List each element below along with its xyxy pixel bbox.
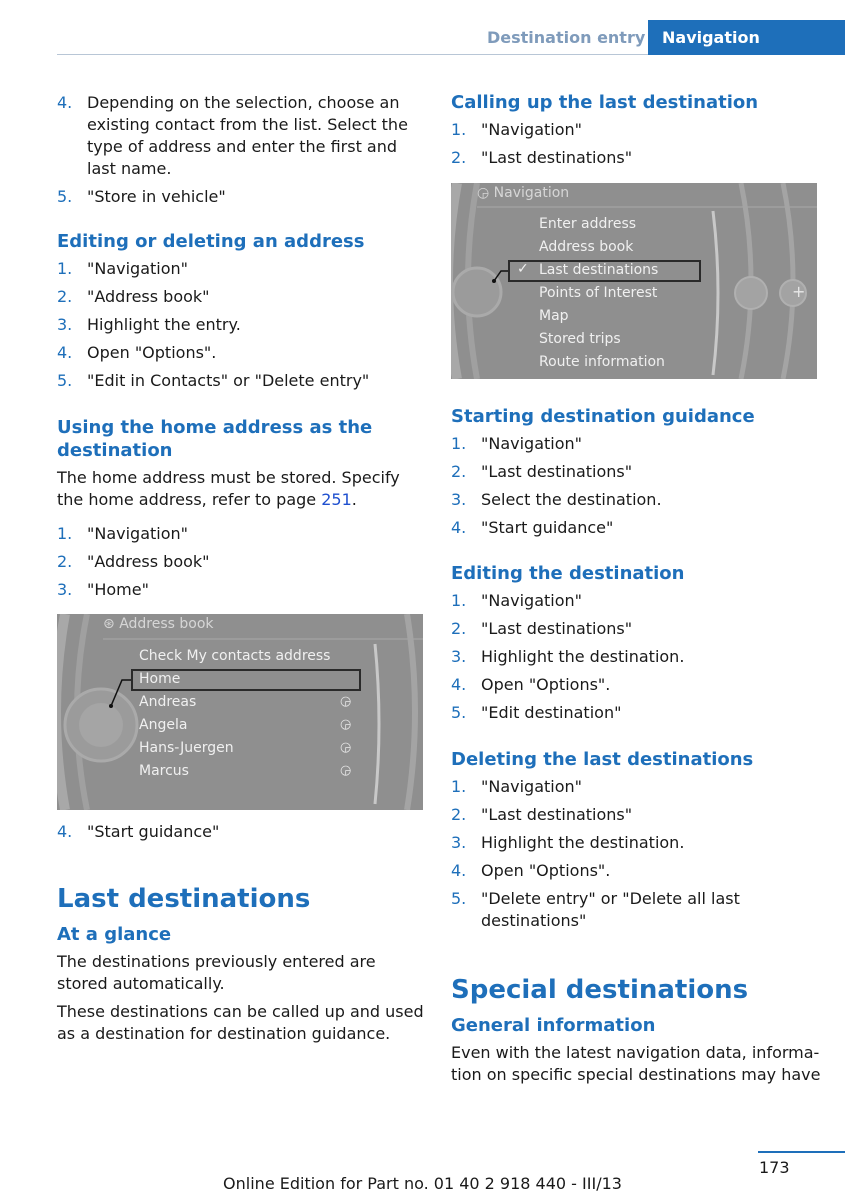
paragraph: Even with the latest navigation data, information on specific special destinations may have bbox=[451, 1043, 821, 1084]
step-item bbox=[57, 579, 429, 601]
heading: Editing the destination bbox=[451, 563, 685, 584]
screen-title: Navigation bbox=[493, 185, 570, 201]
step-list bbox=[57, 92, 429, 208]
step-item bbox=[57, 92, 429, 180]
header-section: Destination entry bbox=[487, 28, 646, 47]
step-text: "Delete entry" or "Delete all last destinations" bbox=[481, 889, 740, 930]
step-item bbox=[451, 674, 823, 696]
step-number: 3. bbox=[451, 490, 467, 509]
section-title: Special destinations bbox=[451, 975, 749, 1005]
step-text: Select the destination. bbox=[481, 490, 662, 509]
step-text: Highlight the destination. bbox=[481, 647, 685, 666]
navigation-menu-screenshot bbox=[451, 183, 817, 379]
paragraph: The destinations previously entered are stored automatically. bbox=[57, 952, 376, 993]
navigation-icon: ◶ bbox=[477, 185, 490, 201]
footer-edition: Online Edition for Part no. 01 40 2 918 440 - III/13 bbox=[223, 1174, 622, 1193]
plus-icon: + bbox=[792, 282, 806, 301]
step-item bbox=[57, 314, 429, 336]
step-number: 4. bbox=[451, 675, 467, 694]
step-item bbox=[451, 646, 823, 668]
step-item bbox=[451, 517, 823, 539]
step-number: 4. bbox=[57, 93, 73, 112]
step-number: 4. bbox=[451, 861, 467, 880]
step-item bbox=[451, 702, 823, 724]
step-item bbox=[451, 590, 823, 612]
menu-item[interactable]: Stored trips bbox=[539, 331, 621, 347]
section-special-destinations bbox=[451, 974, 823, 1092]
step-item bbox=[451, 461, 823, 483]
left-steps-a bbox=[57, 92, 429, 214]
heading: Deleting the last destinations bbox=[451, 749, 754, 770]
step-item bbox=[451, 618, 823, 640]
step-text: "Last destinations" bbox=[481, 462, 633, 481]
menu-item[interactable]: Points of Interest bbox=[539, 285, 658, 301]
header-chapter: Navigation bbox=[648, 20, 845, 55]
step-list bbox=[57, 258, 429, 392]
step-number: 2. bbox=[57, 552, 73, 571]
paragraph: These destinations can be called up and used as a destination for destination guidance. bbox=[57, 1002, 424, 1043]
address-book-screenshot bbox=[57, 614, 423, 810]
step-text: "Last destinations" bbox=[481, 148, 633, 167]
contact-item[interactable]: Marcus bbox=[139, 763, 189, 779]
step-number: 5. bbox=[57, 371, 73, 390]
step-text: Open "Options". bbox=[87, 343, 217, 362]
navigation-icon: ◶ bbox=[340, 763, 352, 778]
section-start-guidance bbox=[451, 405, 823, 545]
section-edit-destination bbox=[451, 562, 823, 730]
menu-item[interactable]: Check My contacts address bbox=[139, 648, 331, 664]
step-number: 2. bbox=[451, 462, 467, 481]
screen-title: Address book bbox=[119, 616, 214, 632]
step-number: 4. bbox=[451, 518, 467, 537]
address-book-icon: ⊛ bbox=[103, 616, 115, 632]
step-text: Highlight the destination. bbox=[481, 833, 685, 852]
step-item bbox=[57, 286, 429, 308]
menu-item[interactable]: Route information bbox=[539, 354, 665, 370]
step-text: Highlight the entry. bbox=[87, 315, 241, 334]
step-number: 1. bbox=[451, 777, 467, 796]
step-item bbox=[451, 489, 823, 511]
menu-item-selected[interactable]: Home bbox=[139, 671, 181, 687]
step-list bbox=[57, 821, 429, 843]
step-number: 3. bbox=[451, 647, 467, 666]
step-text: "Navigation" bbox=[481, 434, 583, 453]
step-text: "Start guidance" bbox=[481, 518, 614, 537]
step-item bbox=[451, 147, 823, 169]
step-text: "Home" bbox=[87, 580, 149, 599]
menu-item[interactable]: Address book bbox=[539, 239, 634, 255]
text: The home address must be stored. Specify the home address, refer to page bbox=[57, 468, 400, 509]
navigation-icon: ◶ bbox=[340, 740, 352, 755]
step-text: Depending on the selection, choose an existing contact from the list. Select the type of address and enter the first and last name. bbox=[87, 93, 408, 178]
step-number: 4. bbox=[57, 822, 73, 841]
step-item bbox=[57, 370, 429, 392]
text: . bbox=[351, 490, 357, 509]
step-item bbox=[57, 523, 429, 545]
contact-item[interactable]: Hans-Juergen bbox=[139, 740, 234, 756]
step-list bbox=[57, 523, 429, 601]
step-number: 1. bbox=[451, 120, 467, 139]
step-text: "Address book" bbox=[87, 287, 210, 306]
step-number: 5. bbox=[451, 889, 467, 908]
step-text: "Navigation" bbox=[87, 259, 189, 278]
heading: General information bbox=[451, 1015, 656, 1036]
navigation-icon: ◶ bbox=[340, 717, 352, 732]
checkmark-icon: ✓ bbox=[517, 261, 529, 277]
heading: Calling up the last destination bbox=[451, 92, 759, 113]
step-text: Open "Options". bbox=[481, 861, 611, 880]
left-steps-b bbox=[57, 821, 429, 849]
step-text: "Last destinations" bbox=[481, 805, 633, 824]
step-text: "Last destinations" bbox=[481, 619, 633, 638]
heading: Editing or deleting an address bbox=[57, 231, 365, 252]
navigation-icon: ◶ bbox=[340, 694, 352, 709]
step-number: 2. bbox=[451, 148, 467, 167]
footer-divider bbox=[758, 1151, 845, 1153]
step-number: 1. bbox=[57, 524, 73, 543]
page-link[interactable]: 251 bbox=[321, 490, 352, 509]
paragraph bbox=[57, 467, 429, 511]
step-item bbox=[57, 258, 429, 280]
menu-item[interactable]: Enter address bbox=[539, 216, 637, 232]
step-text: "Store in vehicle" bbox=[87, 187, 226, 206]
step-item bbox=[451, 119, 823, 141]
section-calling-up bbox=[451, 91, 823, 175]
step-text: "Start guidance" bbox=[87, 822, 220, 841]
heading: At a glance bbox=[57, 924, 172, 945]
step-text: "Edit in Contacts" or "Delete entry" bbox=[87, 371, 370, 390]
heading: Using the home address as the destination bbox=[57, 417, 373, 461]
step-item bbox=[451, 776, 751, 798]
step-text: Open "Options". bbox=[481, 675, 611, 694]
section-edit-address bbox=[57, 230, 429, 398]
step-text: "Navigation" bbox=[481, 120, 583, 139]
step-number: 3. bbox=[57, 580, 73, 599]
section-delete-destinations bbox=[451, 748, 823, 938]
step-item bbox=[57, 342, 429, 364]
step-item bbox=[451, 888, 751, 932]
step-number: 4. bbox=[57, 343, 73, 362]
step-item bbox=[57, 186, 429, 208]
step-list bbox=[451, 776, 751, 932]
step-number: 1. bbox=[57, 259, 73, 278]
section-last-destinations bbox=[57, 883, 429, 1051]
step-item bbox=[451, 832, 751, 854]
step-text: "Navigation" bbox=[481, 591, 583, 610]
step-number: 2. bbox=[451, 805, 467, 824]
step-number: 5. bbox=[451, 703, 467, 722]
step-text: "Navigation" bbox=[87, 524, 189, 543]
step-number: 2. bbox=[451, 619, 467, 638]
step-list bbox=[451, 433, 823, 539]
step-number: 5. bbox=[57, 187, 73, 206]
section-home-address bbox=[57, 416, 429, 607]
step-number: 3. bbox=[451, 833, 467, 852]
contact-item[interactable]: Angela bbox=[139, 717, 188, 733]
step-item bbox=[57, 821, 429, 843]
step-item bbox=[57, 551, 429, 573]
step-text: "Address book" bbox=[87, 552, 210, 571]
step-text: "Edit destination" bbox=[481, 703, 622, 722]
step-number: 2. bbox=[57, 287, 73, 306]
step-number: 1. bbox=[451, 434, 467, 453]
menu-item-selected[interactable]: Last destinations bbox=[539, 262, 659, 278]
step-number: 3. bbox=[57, 315, 73, 334]
section-title: Last destinations bbox=[57, 884, 311, 914]
menu-item[interactable]: Map bbox=[539, 308, 569, 324]
step-item bbox=[451, 860, 751, 882]
step-item bbox=[451, 433, 823, 455]
step-text: "Navigation" bbox=[481, 777, 583, 796]
page-number: 173 bbox=[759, 1158, 790, 1177]
heading: Starting destination guidance bbox=[451, 406, 755, 427]
step-item bbox=[451, 804, 751, 826]
step-list bbox=[451, 119, 823, 169]
contact-item[interactable]: Andreas bbox=[139, 694, 197, 710]
step-number: 1. bbox=[451, 591, 467, 610]
step-list bbox=[451, 590, 823, 724]
